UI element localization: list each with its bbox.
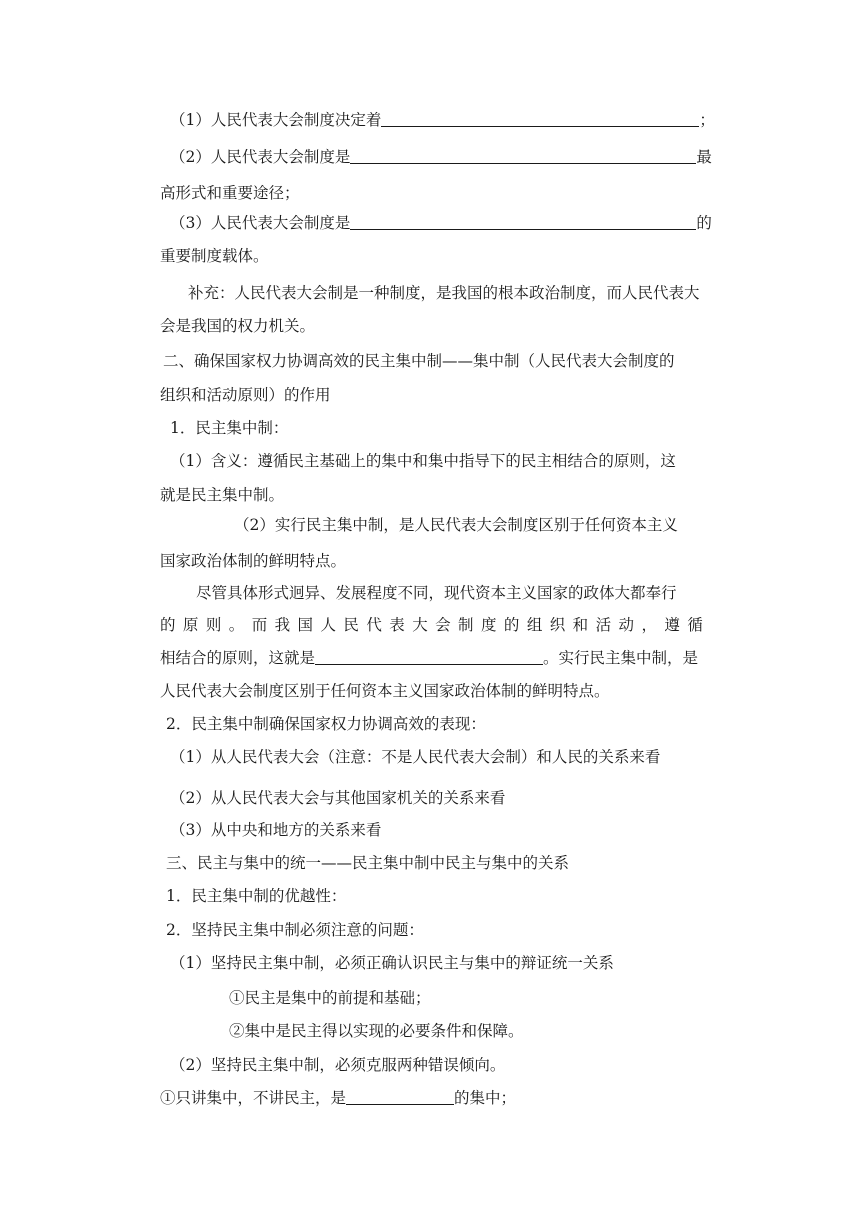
point-3-2-1: （1）坚持民主集中制，必须正确认识民主与集中的辩证统一关系 xyxy=(170,954,614,972)
subsection-2-1: 1．民主集中制： xyxy=(170,419,289,437)
item-2-text: （2）人民代表大会制度是 xyxy=(170,148,351,166)
answer-blank[interactable] xyxy=(381,111,699,127)
item-3-continuation: 重要制度载体。 xyxy=(160,247,269,265)
paragraph-line-3-text: 相结合的原则，这就是 xyxy=(160,649,316,667)
paragraph-line-1: 尽管具体形式迥异、发展程度不同，现代资本主义国家的政体大都奉行 xyxy=(196,584,677,602)
subsection-3-1: 1．民主集中制的优越性： xyxy=(166,887,347,905)
item-3-tail: 的 xyxy=(696,214,712,232)
definition-line-2: 就是民主集中制。 xyxy=(160,486,285,504)
feature-line-1: （2）实行民主集中制，是人民代表大会制度区别于任何资本主义 xyxy=(234,516,678,534)
section-2-heading: 二、确保国家权力协调高效的民主集中制——集中制（人民代表大会制度的 xyxy=(163,352,675,370)
point-2-2-1: （1）从人民代表大会（注意：不是人民代表大会制）和人民的关系来看 xyxy=(170,748,661,766)
supplement-line-1: 补充：人民代表大会制是一种制度，是我国的根本政治制度，而人民代表大 xyxy=(188,284,700,302)
point-3-2-2-a-text: ①只讲集中，不讲民主，是 xyxy=(160,1089,347,1107)
item-1-punct: ； xyxy=(699,111,715,129)
paragraph-line-3-tail: 。实行民主集中制，是 xyxy=(543,649,699,667)
point-2-2-2: （2）从人民代表大会与其他国家机关的关系来看 xyxy=(170,789,506,807)
point-3-2-2-a xyxy=(160,1088,516,1108)
item-2-tail: 最 xyxy=(696,148,712,166)
point-3-2-2-a-tail: 的集中； xyxy=(454,1089,517,1107)
point-3-2-1-b: ②集中是民主得以实现的必要条件和保障。 xyxy=(229,1022,524,1040)
subsection-2-2: 2．民主集中制确保国家权力协调高效的表现： xyxy=(166,715,486,733)
point-3-2-1-a: ①民主是集中的前提和基础； xyxy=(229,989,431,1007)
point-2-2-3: （3）从中央和地方的关系来看 xyxy=(170,821,382,839)
feature-line-2: 国家政治体制的鲜明特点。 xyxy=(160,552,347,570)
definition-line-1: （1）含义：遵循民主基础上的集中和集中指导下的民主相结合的原则，这 xyxy=(170,452,676,470)
paragraph-line-4: 人民代表大会制度区别于任何资本主义国家政治体制的鲜明特点。 xyxy=(160,682,610,700)
supplement-line-2: 会是我国的权力机关。 xyxy=(160,317,316,335)
item-2-continuation: 高形式和重要途径； xyxy=(160,184,300,202)
answer-blank[interactable] xyxy=(315,649,543,665)
section-3-heading: 三、民主与集中的统一——民主集中制中民主与集中的关系 xyxy=(166,854,570,872)
item-3-line xyxy=(170,213,712,233)
answer-blank[interactable] xyxy=(350,148,696,164)
paragraph-line-2: 的 原 则 。 而 我 国 人 民 代 表 大 会 制 度 的 组 织 和 活 动 ， 遵 循 xyxy=(160,616,703,634)
item-3-text: （3）人民代表大会制度是 xyxy=(170,214,351,232)
item-1-line xyxy=(170,110,715,130)
item-1-text: （1）人民代表大会制度决定着 xyxy=(170,111,382,129)
point-3-2-2: （2）坚持民主集中制，必须克服两种错误倾向。 xyxy=(170,1056,506,1074)
answer-blank[interactable] xyxy=(346,1089,454,1105)
subsection-3-2: 2．坚持民主集中制必须注意的问题： xyxy=(166,921,424,939)
answer-blank[interactable] xyxy=(350,214,696,230)
section-2-heading-cont: 组织和活动原则）的作用 xyxy=(160,386,331,404)
paragraph-line-3 xyxy=(160,648,698,668)
item-2-line xyxy=(170,147,712,167)
